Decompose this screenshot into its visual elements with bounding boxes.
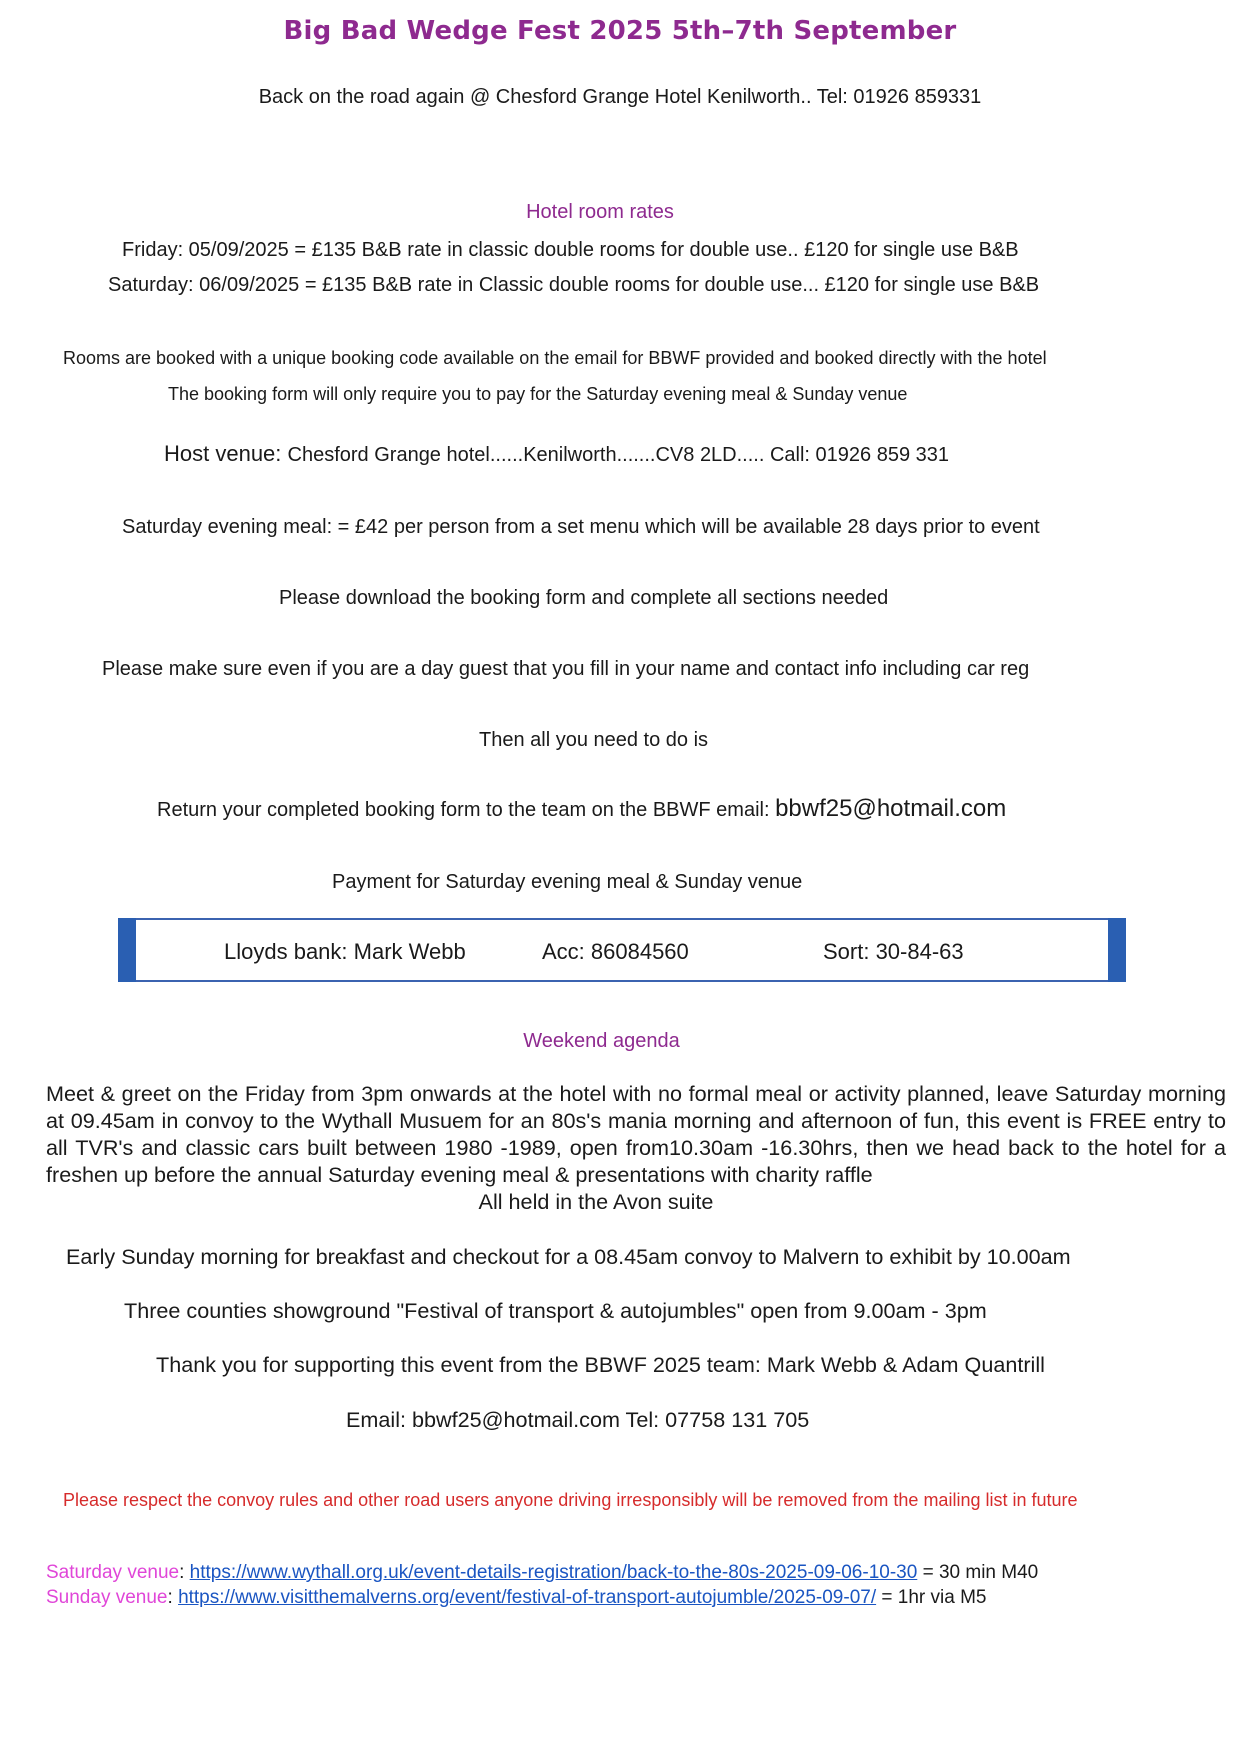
- day-guest-note: Please make sure even if you are a day guest that you fill in your name and contact info including car reg: [102, 658, 1030, 680]
- download-note: Please download the booking form and complete all sections needed: [279, 587, 889, 609]
- return-email: bbwf25@hotmail.com: [775, 795, 1007, 822]
- agenda-heading: Weekend agenda: [523, 1030, 680, 1052]
- bank-sort-code: Sort: 30-84-63: [823, 939, 964, 964]
- sunday-venue-link[interactable]: https://www.visitthemalverns.org/event/festival-of-transport-autojumble/2025-09-07/: [178, 1587, 877, 1608]
- saturday-venue-line: Saturday venue: https://www.wythall.org.uk/event-details-registration/back-to-the-80s-2025-09-06-10-30 = 30 min M40: [46, 1562, 1039, 1583]
- agenda-avon-suite: All held in the Avon suite: [478, 1189, 714, 1214]
- bank-box-right-bar: [1108, 918, 1126, 982]
- host-venue-value: Chesford Grange hotel......Kenilworth.......CV8 2LD..... Call: 01926 859 331: [287, 444, 949, 466]
- rates-heading: Hotel room rates: [526, 201, 674, 223]
- bank-details-box: [118, 918, 1126, 982]
- saturday-venue-suffix: = 30 min M40: [917, 1562, 1039, 1583]
- subtitle: Back on the road again @ Chesford Grange Hotel Kenilworth.. Tel: 01926 859331: [258, 86, 982, 108]
- saturday-venue-link[interactable]: https://www.wythall.org.uk/event-details-registration/back-to-the-80s-2025-09-06-10-30: [189, 1562, 918, 1583]
- sunday-venue-label: Sunday venue: [46, 1587, 168, 1608]
- rate-saturday: Saturday: 06/09/2025 = £135 B&B rate in Classic double rooms for double use... £120 for single use B&B: [108, 274, 1040, 296]
- sunday-venue-suffix: = 1hr via M5: [876, 1587, 987, 1608]
- agenda-showground: Three counties showground "Festival of transport & autojumbles" open from 9.00am - 3pm: [124, 1298, 987, 1323]
- host-venue: [164, 441, 949, 467]
- host-venue-label: Host venue:: [164, 441, 288, 466]
- agenda-contact: Email: bbwf25@hotmail.com Tel: 07758 131 705: [346, 1407, 810, 1432]
- agenda-thanks: Thank you for supporting this event from the BBWF 2025 team: Mark Webb & Adam Quantrill: [156, 1352, 1045, 1377]
- return-text: Return your completed booking form to the team on the BBWF email:: [157, 799, 776, 821]
- bank-box-left-bar: [118, 918, 136, 982]
- agenda-paragraph: [46, 1080, 1226, 1215]
- rate-friday: Friday: 05/09/2025 = £135 B&B rate in classic double rooms for double use.. £120 for single use B&B: [122, 239, 1019, 261]
- page-title: Big Bad Wedge Fest 2025 5th–7th September: [283, 16, 957, 46]
- return-note: [157, 795, 1006, 823]
- sunday-venue-line: Sunday venue: https://www.visitthemalverns.org/event/festival-of-transport-autojumble/2025-09-07/ = 1hr via M5: [46, 1587, 987, 1608]
- booking-note-code: Rooms are booked with a unique booking code available on the email for BBWF provided and booked directly with the hotel: [63, 348, 1047, 368]
- convoy-warning: Please respect the convoy rules and other road users anyone driving irresponsibly will be removed from the mailing list in future: [63, 1490, 1078, 1510]
- bank-account: Acc: 86084560: [542, 939, 689, 964]
- payment-heading: Payment for Saturday evening meal & Sunday venue: [332, 871, 803, 893]
- meal-info: Saturday evening meal: = £42 per person from a set menu which will be available 28 days prior to event: [122, 516, 1040, 538]
- agenda-text: Meet & greet on the Friday from 3pm onwards at the hotel with no formal meal or activity planned, leave Saturday morning at 09.45am in convoy to the Wythall Musuem for an 80s's mania morning and afternoon of fun, this event is FREE entry to all TVR's and classic cars built between 1980 -1989, open from10.30am -16.30hrs, then we head back to the hotel for a freshen up before the annual Saturday evening meal & presentations with charity raffle: [46, 1081, 1226, 1187]
- booking-note-payment: The booking form will only require you to pay for the Saturday evening meal & Sunday venue: [168, 384, 908, 404]
- agenda-sunday: Early Sunday morning for breakfast and checkout for a 08.45am convoy to Malvern to exhibit by 10.00am: [66, 1244, 1071, 1269]
- then-note: Then all you need to do is: [479, 729, 709, 751]
- saturday-venue-label: Saturday venue: [46, 1562, 180, 1583]
- bank-name: Lloyds bank: Mark Webb: [224, 939, 466, 964]
